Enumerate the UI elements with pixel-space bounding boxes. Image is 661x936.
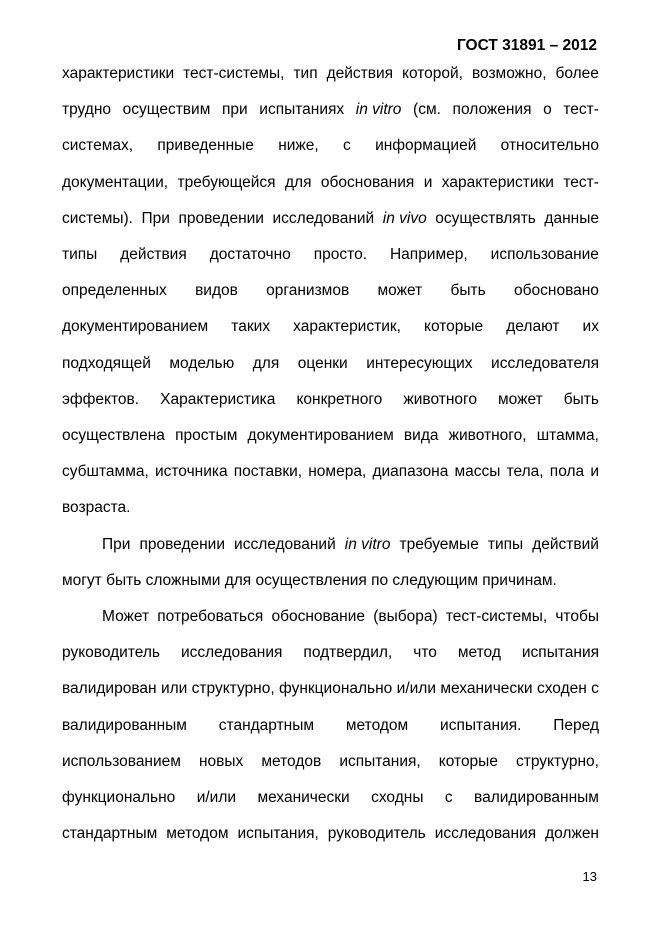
word: сходны [371, 789, 424, 806]
word: источника [154, 463, 228, 481]
text-line [62, 245, 599, 265]
word: для [252, 354, 280, 372]
word: методом [345, 716, 409, 734]
word: методов [261, 752, 322, 770]
word: функционально [279, 680, 393, 698]
text-line [62, 281, 599, 301]
word: валидированным [474, 789, 599, 806]
text-line [102, 607, 599, 627]
word: in vivo [382, 209, 427, 227]
word: подтвердил, [303, 644, 393, 662]
word: (выбора) [373, 608, 438, 625]
document-header: ГОСТ 31891 – 2012 [456, 37, 597, 54]
word: что [413, 644, 437, 662]
word: моделью [169, 354, 235, 372]
word: и [423, 173, 433, 191]
text-line [62, 426, 599, 446]
word: данные [544, 209, 599, 227]
word: и [590, 463, 599, 481]
word: массы [454, 463, 501, 481]
word: типы [487, 535, 524, 553]
word: сходен [536, 680, 587, 698]
word: тела, [506, 463, 544, 481]
page-number: 13 [582, 869, 597, 884]
word: номера, [308, 463, 367, 481]
word: действия [120, 246, 187, 263]
word: исследований [234, 535, 336, 553]
word: характеристик, [293, 318, 401, 336]
word: метод [457, 644, 501, 662]
text-line [62, 317, 599, 337]
word: с [591, 680, 599, 698]
word: при [221, 101, 248, 119]
text-line [62, 498, 599, 518]
word: механически [440, 680, 533, 698]
word: (см. [413, 101, 441, 119]
text-line [62, 354, 599, 374]
word: валидированным [62, 716, 187, 734]
word: осуществим [122, 101, 211, 119]
word: проведении [139, 535, 225, 553]
word: эффектов. [62, 390, 140, 408]
word: типы [62, 246, 98, 263]
word: исследований [272, 209, 375, 227]
word: проведении [178, 209, 264, 227]
word: просто. [313, 246, 368, 263]
text-line [62, 679, 599, 699]
word: субштамма, [62, 463, 149, 481]
text-line [62, 824, 599, 844]
word: Перед [553, 716, 599, 734]
word: пола [549, 463, 585, 481]
word: определенных [62, 282, 167, 300]
word: с [444, 789, 453, 806]
word: более [555, 65, 599, 82]
word: исследователя [491, 354, 599, 372]
word: структурно, [516, 752, 599, 770]
word: конкретного [296, 390, 383, 408]
word: животного [403, 390, 477, 408]
word: структурно, [191, 680, 275, 698]
word: чтобы [555, 608, 599, 625]
word: диапазона [372, 463, 449, 481]
text-line [62, 462, 599, 482]
word: исследования [180, 644, 283, 662]
word: которой, [401, 65, 463, 82]
word: испытания [521, 644, 599, 662]
word: валидирован [62, 680, 157, 698]
text-line [62, 571, 599, 591]
word: требующейся [177, 173, 276, 191]
word: тест-системы, [183, 65, 285, 82]
word: поставки, [233, 463, 303, 481]
word: методом [166, 825, 229, 843]
text-line [62, 64, 599, 84]
word: тест- [563, 173, 599, 191]
word: обосновано [514, 282, 599, 300]
word: обоснования [320, 173, 415, 191]
word: которые [438, 752, 498, 770]
text-line [62, 209, 599, 229]
word: с [343, 137, 351, 155]
text-line [62, 100, 599, 120]
word: стандартным [218, 716, 315, 734]
word: механически [257, 789, 350, 806]
word: таких [231, 318, 271, 336]
word: тест-системы, [445, 608, 548, 625]
word: испытания. [440, 716, 522, 734]
word: новых [199, 752, 244, 770]
word: Например, [389, 246, 468, 263]
word: испытания, [237, 825, 319, 843]
word: исследования [434, 825, 537, 843]
word: приведенные [157, 137, 254, 155]
word: может [377, 282, 423, 300]
word: требуемые [399, 535, 479, 553]
word: простым [175, 427, 238, 444]
word: видов [195, 282, 238, 300]
word: обоснование [271, 608, 366, 625]
word: животного, [448, 427, 527, 444]
word: организмов [266, 282, 350, 300]
word: штамма, [536, 427, 599, 444]
word: использование [490, 246, 599, 263]
word: документированием [247, 427, 394, 444]
word: информацией [375, 137, 477, 155]
word: использованием [62, 752, 181, 770]
word: и/или [396, 680, 436, 698]
word: для [285, 173, 312, 191]
word: системы). [62, 209, 133, 227]
word: осуществлена [62, 427, 165, 444]
word: тест- [563, 101, 599, 119]
word: о [543, 101, 552, 119]
word: подходящей [62, 354, 151, 372]
word: характеристики [441, 173, 554, 191]
text-line-content: могут быть сложными для осуществления по следующим причинам. [62, 571, 557, 589]
word: быть [450, 282, 486, 300]
word: действий [532, 535, 599, 553]
word: должен [545, 825, 599, 843]
word: интересующих [366, 354, 473, 372]
word: их [582, 318, 599, 336]
word: возможно, [471, 65, 547, 82]
word: ниже, [278, 137, 319, 155]
text-line [62, 716, 599, 736]
word: относительно [500, 137, 599, 155]
word: может [498, 390, 543, 408]
word: трудно [62, 101, 112, 119]
word: действия [326, 65, 394, 82]
word: Характеристика [160, 390, 276, 408]
word: оценки [297, 354, 348, 372]
text-line-content: возраста. [62, 499, 131, 517]
word: in vitro [344, 535, 391, 553]
word: или [160, 680, 188, 698]
text-line [62, 136, 599, 156]
word: документированием [62, 318, 209, 336]
word: испытания, [339, 752, 421, 770]
text-line [62, 643, 599, 663]
word: достаточно [209, 246, 291, 263]
text-line [102, 535, 599, 555]
word: характеристики [62, 65, 175, 82]
word: руководитель [327, 825, 426, 843]
word: которые [424, 318, 484, 336]
word: быть [563, 390, 599, 408]
word: делают [506, 318, 560, 336]
text-line [62, 788, 599, 808]
word: системах, [62, 137, 134, 155]
word: стандартным [62, 825, 158, 843]
word: руководитель [62, 644, 160, 662]
word: При [141, 209, 170, 227]
text-line [62, 173, 599, 193]
word: и/или [196, 789, 237, 806]
word: Может [102, 608, 150, 625]
text-line [62, 390, 599, 410]
word: При [102, 535, 131, 553]
word: испытаниях [259, 101, 345, 119]
word: потребоваться [157, 608, 264, 625]
word: вида [403, 427, 439, 444]
word: документации, [62, 173, 169, 191]
text-line [62, 752, 599, 772]
word: осуществлять [435, 209, 536, 227]
word: in vitro [355, 101, 402, 119]
word: положения [452, 101, 532, 119]
word: тип [293, 65, 318, 82]
word: функционально [62, 789, 176, 806]
